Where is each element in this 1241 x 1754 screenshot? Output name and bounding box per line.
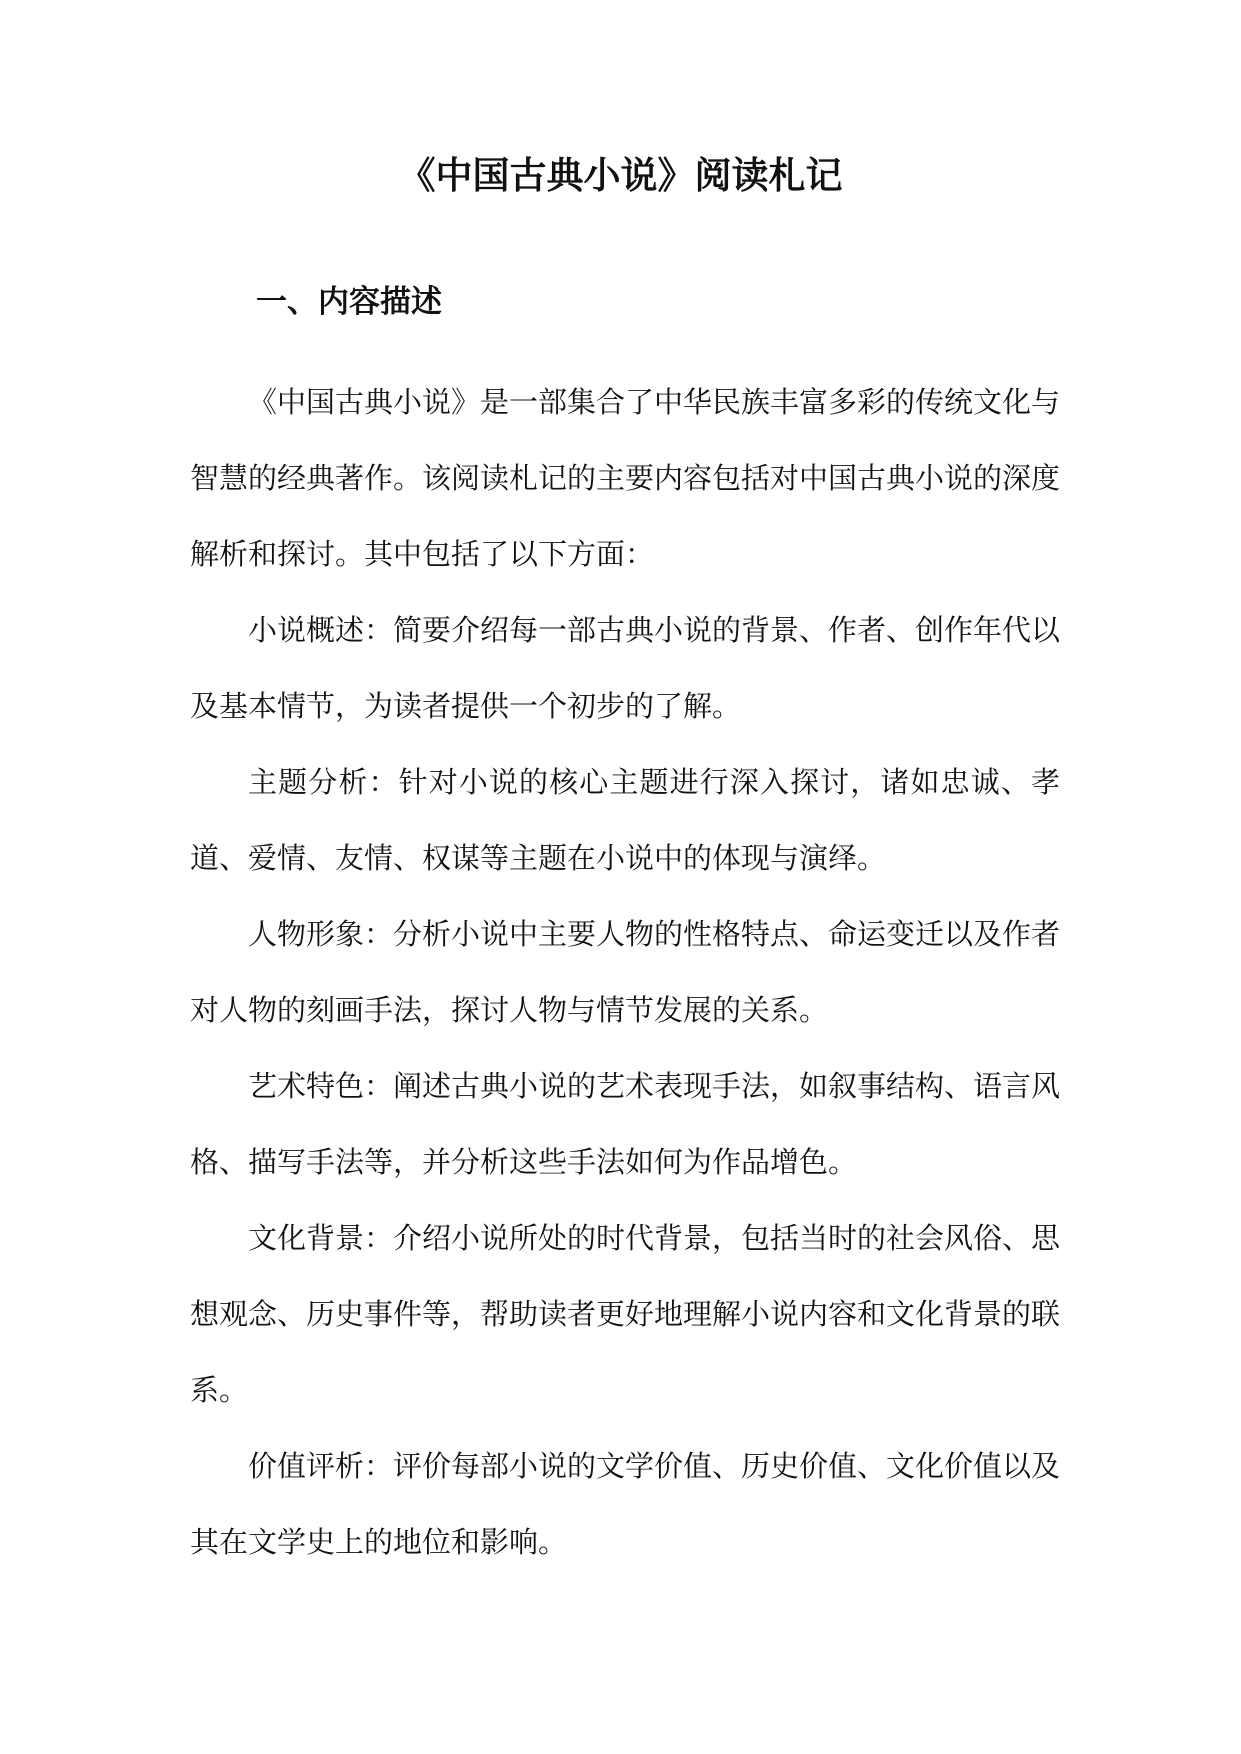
section-heading-content-description: 一、内容描述 bbox=[256, 284, 442, 320]
paragraph-artistic-features: 艺术特色：阐述古典小说的艺术表现手法，如叙事结构、语言风格、描写手法等，并分析这些手法如何为作品增色。 bbox=[190, 1069, 1061, 1179]
section-body bbox=[190, 364, 1060, 1580]
paragraph-novel-overview: 小说概述：简要介绍每一部古典小说的背景、作者、创作年代以及基本情节，为读者提供一个初步的了解。 bbox=[190, 613, 1061, 723]
paragraph-value-evaluation: 价值评析：评价每部小说的文学价值、历史价值、文化价值以及其在文学史上的地位和影响。 bbox=[190, 1449, 1061, 1559]
paragraph-theme-analysis: 主题分析：针对小说的核心主题进行深入探讨，诸如忠诚、孝道、爱情、友情、权谋等主题在小说中的体现与演绎。 bbox=[190, 765, 1060, 875]
paragraph-character-image: 人物形象：分析小说中主要人物的性格特点、命运变迁以及作者对人物的刻画手法，探讨人物与情节发展的关系。 bbox=[190, 917, 1061, 1027]
document-title: 《中国古典小说》阅读札记 bbox=[398, 153, 843, 197]
paragraph-cultural-background: 文化背景：介绍小说所处的时代背景，包括当时的社会风俗、思想观念、历史事件等，帮助读者更好地理解小说内容和文化背景的联系。 bbox=[190, 1221, 1061, 1407]
intro-paragraph: 《中国古典小说》是一部集合了中华民族丰富多彩的传统文化与智慧的经典著作。该阅读札记的主要内容包括对中国古典小说的深度解析和探讨。其中包括了以下方面： bbox=[190, 385, 1061, 571]
